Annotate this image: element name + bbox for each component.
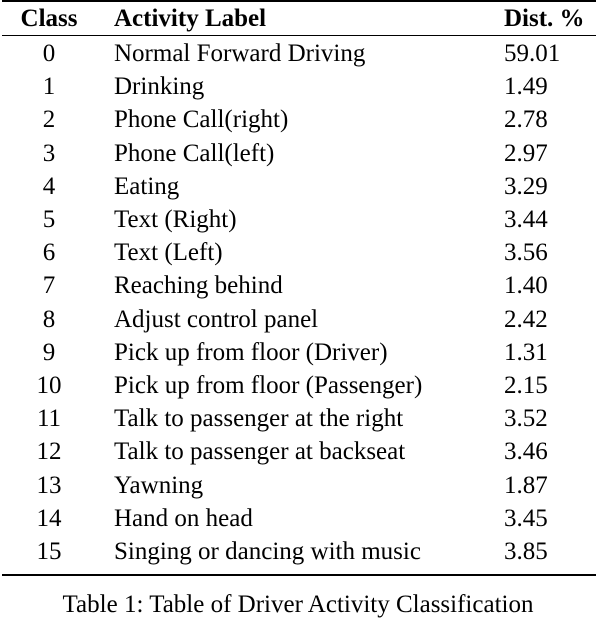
header-dist-percent: Dist. % [504,5,585,32]
table-header-row [2,1,596,36]
cell-dist-percent: 3.45 [504,504,548,532]
cell-dist-percent: 2.42 [504,305,548,333]
cell-dist-percent: 3.56 [504,239,548,267]
cell-class: 7 [42,272,56,300]
cell-class: 11 [36,405,62,433]
cell-class: 10 [36,371,62,399]
cell-activity-label: Pick up from floor (Passenger) [114,371,423,399]
table-row [2,468,596,501]
cell-dist-percent: 1.49 [504,73,548,101]
table-row [2,269,596,302]
table-row [2,236,596,269]
cell-class: 15 [36,537,62,565]
cell-activity-label: Drinking [114,73,205,101]
cell-dist-percent: 3.46 [504,438,548,466]
cell-dist-percent: 3.52 [504,405,548,433]
cell-activity-label: Singing or dancing with music [114,537,421,565]
cell-dist-percent: 1.87 [504,471,548,499]
table-row [2,535,596,575]
cell-activity-label: Adjust control panel [114,305,319,333]
cell-class: 6 [42,239,56,267]
table-body [2,36,596,576]
table-row [2,36,596,71]
header-activity-label: Activity Label [114,5,267,32]
cell-activity-label: Phone Call(right) [114,106,289,134]
cell-class: 14 [36,504,62,532]
cell-dist-percent: 1.31 [504,338,548,366]
table-row [2,336,596,369]
cell-class: 4 [42,172,56,200]
table-caption: Table 1: Table of Driver Activity Classification [62,591,534,618]
table-row [2,303,596,336]
cell-activity-label: Text (Right) [114,206,237,234]
cell-dist-percent: 3.29 [504,172,548,200]
header-class: Class [20,5,78,32]
cell-class: 13 [36,471,62,499]
cell-class: 5 [42,206,56,234]
cell-dist-percent: 3.44 [504,206,548,234]
cell-class: 12 [36,438,62,466]
activity-table [2,0,596,576]
cell-class: 9 [42,338,56,366]
cell-dist-percent: 1.40 [504,272,548,300]
cell-activity-label: Hand on head [114,504,253,532]
cell-class: 0 [42,40,56,68]
table-row [2,170,596,203]
cell-activity-label: Text (Left) [114,239,223,267]
cell-activity-label: Yawning [114,471,204,499]
table-row [2,402,596,435]
cell-dist-percent: 2.15 [504,371,548,399]
table-row [2,502,596,535]
cell-dist-percent: 2.97 [504,139,548,167]
cell-activity-label: Eating [114,172,180,200]
cell-activity-label: Reaching behind [114,272,283,300]
table-row [2,203,596,236]
table-row [2,70,596,103]
cell-activity-label: Phone Call(left) [114,139,275,167]
cell-activity-label: Normal Forward Driving [114,40,366,68]
cell-activity-label: Pick up from floor (Driver) [114,338,388,366]
cell-activity-label: Talk to passenger at backseat [114,438,406,466]
cell-class: 2 [42,106,56,134]
cell-dist-percent: 2.78 [504,106,548,134]
cell-class: 8 [42,305,56,333]
cell-dist-percent: 3.85 [504,537,548,565]
cell-class: 3 [42,139,56,167]
cell-class: 1 [42,73,56,101]
table-row [2,137,596,170]
table-row [2,369,596,402]
table-row [2,103,596,136]
table-row [2,435,596,468]
activity-table-container [2,0,596,576]
cell-dist-percent: 59.01 [504,40,561,68]
cell-activity-label: Talk to passenger at the right [114,405,404,433]
